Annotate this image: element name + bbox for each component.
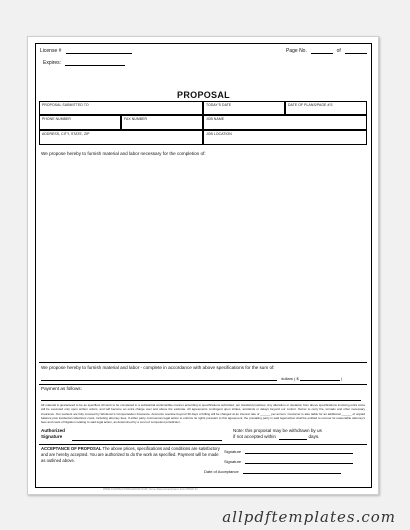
page-title: PROPOSAL — [177, 90, 230, 100]
authorized-text: Authorized — [41, 428, 65, 433]
propose-sum-text: We propose hereby to furnish material and labor - complete in accordance with above specifications for the sum of: — [41, 365, 275, 370]
license-field — [40, 48, 132, 54]
cell-label: PHONE NUMBER — [42, 117, 71, 121]
authorized-signature-blank[interactable] — [72, 440, 222, 441]
amount-in-words-blank[interactable] — [41, 375, 277, 381]
signature-text: Signature — [41, 434, 63, 439]
acceptance-text: The above prices, specifications and conditions are satisfactory and are hereby accepted. You are authorized to do the work as specified. Payment will be made as outlined above. — [41, 446, 220, 463]
terms-paragraph: All material is guaranteed to be as specified. All work to be completed in a substantial workmanlike manner according to specifications submitted, per standard practices. Any alteration or deviation from above specifications involving extra costs will be executed only upon written orders, and will become an extra charge over and above the estimate. All agreements contingent upon strikes, accidents or delays beyond our control. Owner to carry fire, tornado and other necessary insurance. Our workers are fully covered by Workmen's Compensation Insurance. Accounts overdue beyond 30 days of billing will be charged at an interest rate of ______ per annum. Customer is also liable for an additional ______ of unpaid balance plus incidental collections costs, including attorney fees. If either party commences legal action to enforce its rights pursuant to this agreement, the prevailing party in said legal action shall be entitled to recover its reasonable attorney's fees and costs of litigation relating to said legal action, as determined by a court of competent jurisdiction. — [41, 403, 365, 425]
cell-label: JOB NAME — [206, 117, 225, 121]
amount-blank[interactable] — [300, 375, 343, 381]
withdraw-note — [233, 428, 322, 440]
divider — [39, 444, 367, 445]
date-of-acceptance-blank[interactable] — [243, 468, 341, 474]
date-of-acceptance — [204, 468, 364, 474]
site-watermark: allpdftemplates.com — [222, 508, 396, 526]
days-blank[interactable] — [279, 434, 307, 440]
cell-label: JOB LOCATION — [206, 132, 232, 136]
dollars-line — [41, 375, 363, 381]
fax-number-cell[interactable] — [121, 115, 203, 130]
expires-blank[interactable] — [65, 60, 125, 66]
date-of-plans-cell[interactable] — [285, 101, 367, 115]
authorized-signature-label — [41, 428, 65, 440]
page-no-blank[interactable] — [311, 48, 333, 54]
page-of-blank[interactable] — [345, 48, 367, 54]
cell-label: PROPOSAL SUBMITTED TO — [42, 103, 89, 107]
proposal-submitted-to-cell[interactable] — [39, 101, 203, 115]
divider — [39, 384, 367, 385]
signature-label: Signature — [224, 449, 242, 454]
cell-label: ADDRESS, CITY, STATE, ZIP — [42, 132, 90, 136]
payment-blank[interactable] — [41, 400, 361, 401]
propose-text: We propose hereby to furnish material and labor necessary for the completion of: — [41, 151, 206, 156]
small-footer-text: WWW.CONTRACTORSGROUP.COM | Some States Enterprises | Form PROP-01 — [103, 488, 198, 491]
divider — [39, 362, 367, 363]
cell-label: FAX NUMBER — [124, 117, 148, 121]
acceptance-signature-blank-1[interactable] — [245, 448, 353, 454]
specifications-area[interactable] — [39, 159, 367, 362]
license-label: License # — [40, 48, 62, 54]
info-table — [39, 101, 367, 145]
note-line-1: Note: this proposal may be withdrawn by us — [233, 428, 322, 433]
job-name-cell[interactable] — [203, 115, 367, 130]
cell-label: TODAY'S DATE — [206, 103, 232, 107]
job-location-cell[interactable] — [203, 130, 367, 145]
expires-field — [43, 60, 125, 66]
todays-date-cell[interactable] — [203, 101, 285, 115]
date-of-acceptance-label: Date of Acceptance — [204, 469, 239, 474]
acceptance-signature-blank-2[interactable] — [245, 458, 353, 464]
payment-label: Payment as follows: — [41, 386, 82, 391]
address-cell[interactable] — [39, 130, 203, 145]
of-label: of — [336, 48, 341, 54]
dollars-label: dollars ( $ — [281, 376, 299, 381]
form-frame — [35, 43, 372, 488]
days-label: days. — [308, 434, 320, 439]
acceptance-heading: ACCEPTANCE OF PROPOSAL — [41, 446, 102, 451]
acceptance-signature-2 — [224, 458, 364, 464]
signature-label: Signature — [224, 459, 242, 464]
page-no-field — [286, 48, 367, 54]
dollars-close: ) — [340, 376, 343, 381]
phone-number-cell[interactable] — [39, 115, 121, 130]
page-no-label: Page No. — [286, 48, 307, 54]
document-page — [27, 36, 379, 495]
expires-label: Expires: — [43, 60, 62, 66]
note-line-2: if not accepted within — [233, 434, 276, 439]
acceptance-signature-1 — [224, 448, 364, 454]
license-blank[interactable] — [66, 48, 132, 54]
cell-label: DATE OF PLANS/PAGE #'S — [288, 103, 333, 107]
acceptance-paragraph — [41, 446, 221, 463]
